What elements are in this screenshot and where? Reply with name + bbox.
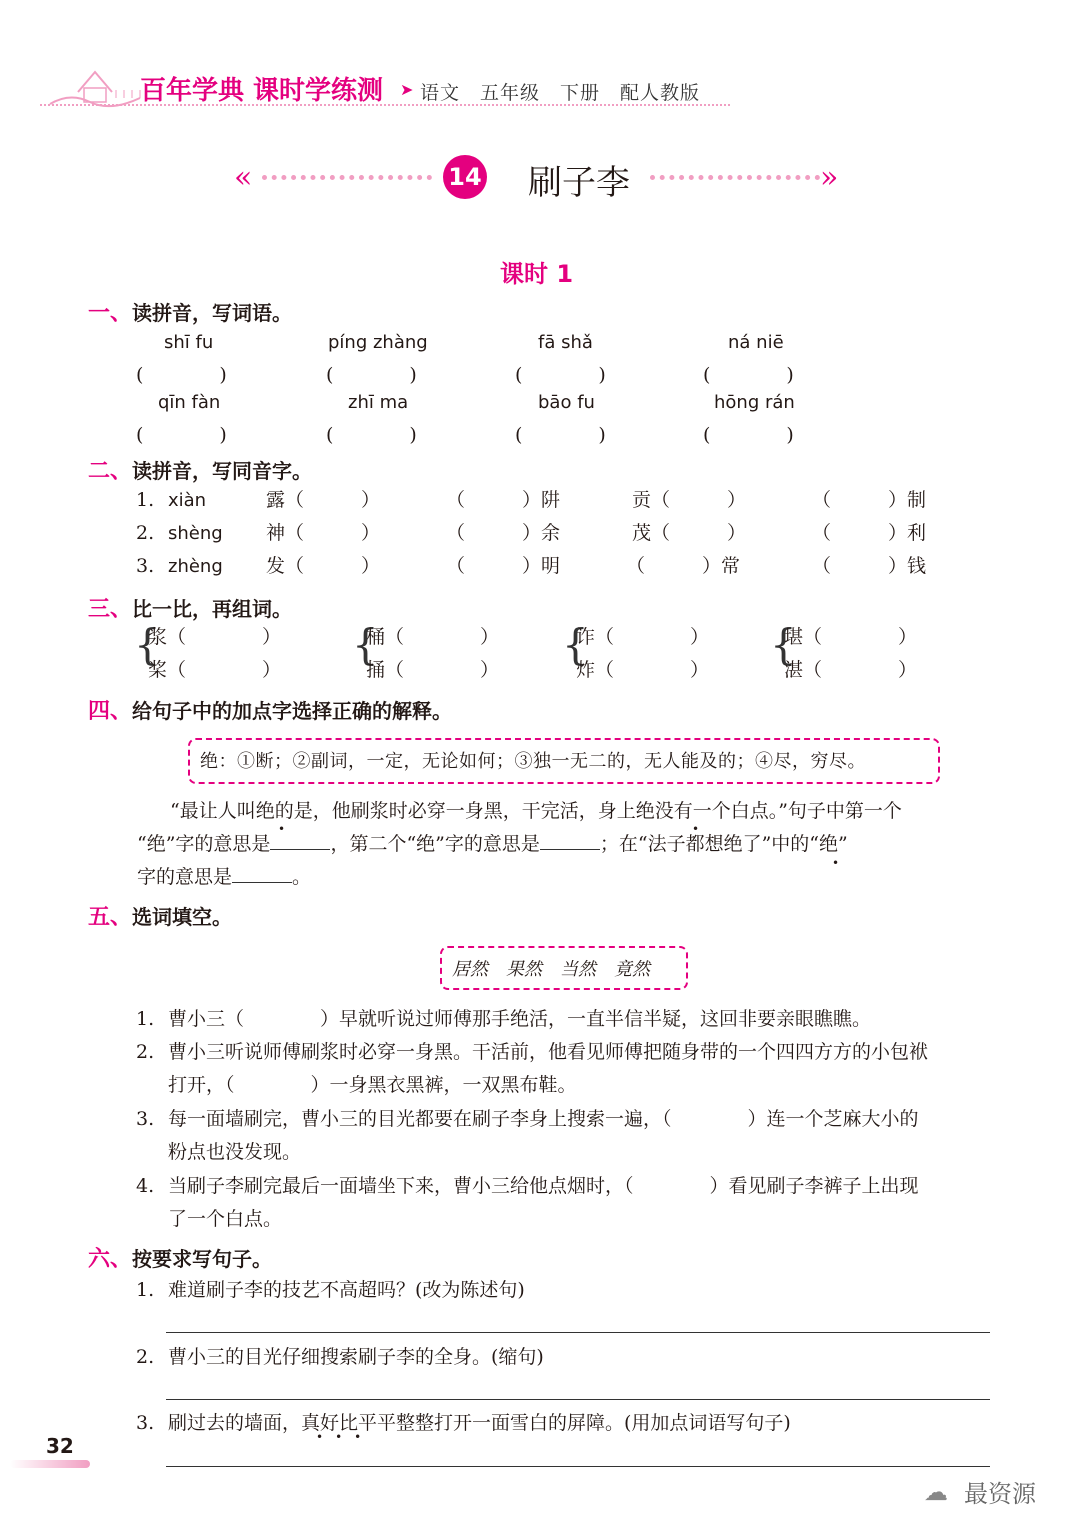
item-no: 3. xyxy=(136,1412,155,1434)
pinyin-6: zhī ma xyxy=(348,392,409,413)
section-heading-text: 比一比，再组词。 xyxy=(132,597,293,621)
section-heading-text: 给句子中的加点字选择正确的解释。 xyxy=(132,699,453,723)
answer-blank[interactable] xyxy=(540,831,600,850)
answer-line[interactable] xyxy=(166,1399,990,1400)
compare-word[interactable]: 桨（ ） xyxy=(148,659,282,681)
brace-icon: { xyxy=(134,620,161,669)
title-dots-left xyxy=(262,175,432,180)
section-number: 二、 xyxy=(88,459,133,484)
pinyin-8: hōng rán xyxy=(714,392,795,413)
item-pinyin: zhèng xyxy=(168,556,223,577)
homophone-blank[interactable]: （ ）明 xyxy=(446,555,561,577)
homophone-blank[interactable]: 贡（ ） xyxy=(632,489,747,511)
fill-sentence: 粉点也没发现。 xyxy=(168,1141,302,1163)
compare-word[interactable]: 炸（ ） xyxy=(576,659,710,681)
title-dots-right xyxy=(650,175,820,180)
item-pinyin: xiàn xyxy=(168,490,207,511)
item-no: 4. xyxy=(136,1175,155,1197)
header-rule xyxy=(40,104,730,106)
item-no: 3. xyxy=(136,555,155,577)
homophone-blank[interactable]: （ ）利 xyxy=(812,522,927,544)
compare-word[interactable]: 捅（ ） xyxy=(366,659,500,681)
passage-line: 字的意思是 。 xyxy=(137,866,312,888)
fill-sentence: 了一个白点。 xyxy=(168,1208,283,1230)
answer-blank[interactable]: ( ) xyxy=(326,364,417,386)
pinyin-3: fā shǎ xyxy=(538,332,593,353)
homophone-blank[interactable]: 神（ ） xyxy=(266,522,381,544)
page-tab-bar xyxy=(10,1460,90,1468)
section-heading xyxy=(88,1242,272,1273)
item-no: 1. xyxy=(136,1008,155,1030)
book-meta: 语文 五年级 下册 配人教版 xyxy=(420,82,701,104)
compare-word[interactable]: 浆（ ） xyxy=(148,626,282,648)
item-no: 2. xyxy=(136,1346,155,1368)
fill-sentence[interactable]: 打开，（ ）一身黑衣黑裤，一双黑布鞋。 xyxy=(168,1074,577,1096)
item-no: 1. xyxy=(136,1279,155,1301)
page-number: 32 xyxy=(46,1434,74,1458)
answer-line[interactable] xyxy=(166,1332,990,1333)
sentence-prompt: 刷过去的墙面，真好比平平整整打开一面雪白的屏障。(用加点词语写句子) xyxy=(168,1412,791,1434)
period-title: 课时 1 xyxy=(500,260,574,288)
compare-word[interactable]: 湛（ ） xyxy=(784,659,918,681)
section-number: 五、 xyxy=(88,905,133,930)
answer-blank[interactable]: ( ) xyxy=(515,364,606,386)
homophone-blank[interactable]: 露（ ） xyxy=(266,489,381,511)
double-chevron-right-icon: » xyxy=(820,160,839,195)
fill-sentence[interactable]: 曹小三（ ）早就听说过师傅那手绝活，一直半信半疑，这回非要亲眼瞧瞧。 xyxy=(168,1008,872,1030)
answer-blank[interactable]: ( ) xyxy=(703,364,794,386)
emphasis-dots: ••• xyxy=(316,1430,374,1444)
answer-blank[interactable]: ( ) xyxy=(136,424,227,446)
section-heading-text: 读拼音，写同音字。 xyxy=(132,459,313,483)
section-number: 四、 xyxy=(88,699,133,724)
section-heading xyxy=(88,592,292,623)
brace-icon: { xyxy=(352,620,379,669)
fill-sentence[interactable]: 每一面墙刷完，曹小三的目光都要在刷子李身上搜索一遍，（ ）连一个芝麻大小的 xyxy=(168,1108,919,1130)
homophone-blank[interactable]: （ ）余 xyxy=(446,522,561,544)
passage-line: “最让人叫绝的是，他刷浆时必穿一身黑，干完活，身上绝没有一个白点。”句子中第一个 xyxy=(170,800,902,822)
section-heading-text: 按要求写句子。 xyxy=(132,1247,273,1271)
section-number: 六、 xyxy=(88,1247,133,1272)
section-heading xyxy=(88,900,232,931)
section-heading xyxy=(88,694,452,725)
passage-line: “绝”字的意思是 ，第二个“绝”字的意思是 ；在“法子都想绝了”中的“绝” xyxy=(137,833,848,855)
homophone-blank[interactable]: （ ）制 xyxy=(812,489,927,511)
lesson-number-badge: 14 xyxy=(443,155,487,199)
pinyin-7: bāo fu xyxy=(538,392,595,413)
double-chevron-left-icon: « xyxy=(234,160,253,195)
homophone-blank[interactable]: 发（ ） xyxy=(266,555,381,577)
emphasis-dot: • xyxy=(832,856,840,870)
brand-title: 百年学典 课时学练测 xyxy=(140,76,384,106)
pinyin-2: píng zhàng xyxy=(328,332,428,353)
section-heading xyxy=(88,296,292,327)
sentence-prompt: 曹小三的目光仔细搜索刷子李的全身。(缩句) xyxy=(168,1346,544,1368)
definition-options: 绝：①断；②副词，一定，无论如何；③独一无二的，无人能及的；④尽，穷尽。 xyxy=(200,751,866,772)
brace-icon: { xyxy=(562,620,589,669)
compare-word[interactable]: 堪（ ） xyxy=(784,626,918,648)
answer-line[interactable] xyxy=(166,1466,990,1467)
arrow-icon: ➤ xyxy=(400,80,414,99)
section-heading-text: 读拼音，写词语。 xyxy=(132,301,293,325)
lesson-title: 刷子李 xyxy=(528,163,630,203)
homophone-blank[interactable]: 茂（ ） xyxy=(632,522,747,544)
answer-blank[interactable]: ( ) xyxy=(515,424,606,446)
homophone-blank[interactable]: （ ）常 xyxy=(626,555,741,577)
item-pinyin: shèng xyxy=(168,523,223,544)
section-number: 一、 xyxy=(88,301,133,326)
item-no: 2. xyxy=(136,1041,155,1063)
item-no: 1. xyxy=(136,489,155,511)
compare-word[interactable]: 诈（ ） xyxy=(576,626,710,648)
item-no: 2. xyxy=(136,522,155,544)
wechat-icon: ☁ xyxy=(924,1478,948,1506)
homophone-blank[interactable]: （ ）阱 xyxy=(446,489,561,511)
brace-icon: { xyxy=(770,620,797,669)
emphasis-dot: • xyxy=(278,822,286,836)
answer-blank[interactable]: ( ) xyxy=(703,424,794,446)
pinyin-4: ná niē xyxy=(728,332,784,353)
section-heading xyxy=(88,454,312,485)
pinyin-1: shī fu xyxy=(164,332,214,353)
fill-sentence[interactable]: 当刷子李刷完最后一面墙坐下来，曹小三给他点烟时，（ ）看见刷子李裤子上出现 xyxy=(168,1175,919,1197)
watermark: 最资源 xyxy=(964,1480,1036,1508)
answer-blank[interactable]: ( ) xyxy=(326,424,417,446)
fill-sentence: 曹小三听说师傅刷浆时必穿一身黑。干活前，他看见师傅把随身带的一个四四方方的小包袱 xyxy=(168,1041,929,1063)
compare-word[interactable]: 桶（ ） xyxy=(366,626,500,648)
answer-blank[interactable] xyxy=(232,864,292,883)
house-logo-icon xyxy=(40,62,150,110)
word-choices: 居然 果然 当然 竟然 xyxy=(452,959,650,980)
item-no: 3. xyxy=(136,1108,155,1130)
section-heading-text: 选词填空。 xyxy=(132,905,233,929)
answer-blank[interactable]: ( ) xyxy=(136,364,227,386)
section-number: 三、 xyxy=(88,597,133,622)
emphasis-dot: • xyxy=(692,822,700,836)
homophone-blank[interactable]: （ ）钱 xyxy=(812,555,927,577)
sentence-prompt: 难道刷子李的技艺不高超吗？(改为陈述句) xyxy=(168,1279,525,1301)
pinyin-5: qīn fàn xyxy=(158,392,221,413)
